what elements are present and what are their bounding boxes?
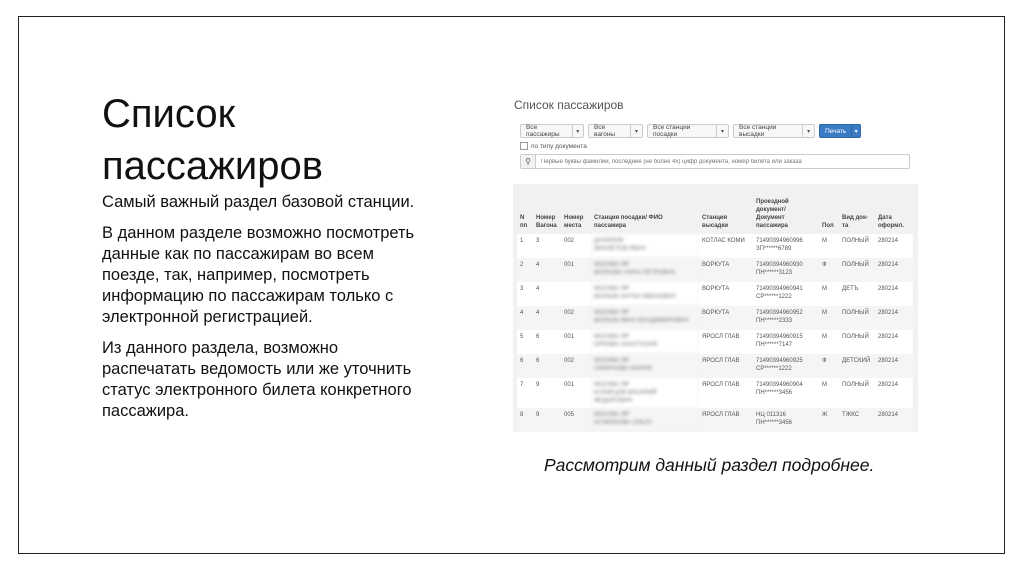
cars-filter-dropdown[interactable]	[588, 124, 643, 138]
passengers-filter-dropdown[interactable]	[520, 124, 584, 138]
table-row[interactable]	[517, 330, 913, 354]
seat-number: 001	[561, 330, 591, 354]
exit-station: ВОРКУТА	[699, 258, 753, 282]
paragraph-2: В данном разделе возможно посмотреть данные как по пассажирам во всем поезде, так, например, посмотреть информацию по пассажирам только с электронной регистрацией.	[102, 224, 415, 326]
column-header[interactable]: Пол	[822, 223, 834, 229]
sex: М	[819, 378, 839, 408]
passenger-document: ПН******3456	[756, 420, 793, 426]
row-number: 3	[517, 282, 533, 306]
sex: М	[819, 234, 839, 258]
passenger-name: СМИРНОВА МАРИЯ	[594, 366, 652, 372]
doc-type-label: по типу документа	[531, 142, 587, 150]
passenger-name: ВОЛКОВ АНТОН ИВАНОВИЧ	[594, 294, 676, 300]
boarding-station: МОСКВА ЯР	[594, 286, 630, 292]
passenger-list-screenshot	[513, 96, 918, 432]
table-row[interactable]	[517, 258, 913, 282]
passenger-name: АГАФОНОВА ОЛЬГА	[594, 420, 652, 426]
passenger-cell	[591, 408, 699, 432]
issue-date: 280214	[875, 306, 913, 330]
document-cell	[753, 306, 819, 330]
search-input[interactable]	[536, 158, 909, 166]
car-number: 6	[533, 354, 561, 378]
exit-station-filter-label: Все станции высадки	[739, 124, 777, 138]
seat-number: 005	[561, 408, 591, 432]
document-kind: ПОЛНЫЙ	[839, 378, 875, 408]
issue-date: 280214	[875, 408, 913, 432]
sex: Ф	[819, 354, 839, 378]
sex: М	[819, 306, 839, 330]
table-row[interactable]	[517, 354, 913, 378]
ticket-number: 71490394960930	[756, 262, 803, 268]
row-number: 1	[517, 234, 533, 258]
car-number: 4	[533, 306, 561, 330]
column-header[interactable]: Станция посадки/ ФИО пассажира	[594, 215, 663, 229]
column-header[interactable]: Дата оформл.	[878, 215, 905, 229]
paragraph-1: Самый важный раздел базовой станции.	[102, 193, 415, 211]
table-row[interactable]	[517, 234, 913, 258]
passenger-document: СР******1222	[756, 366, 792, 372]
row-number: 7	[517, 378, 533, 408]
exit-station-filter-dropdown[interactable]	[733, 124, 815, 138]
car-number: 6	[533, 330, 561, 354]
seat-number: 001	[561, 378, 591, 408]
document-cell	[753, 354, 819, 378]
table-header-row	[517, 190, 913, 234]
ticket-number: 71490394960915	[756, 334, 803, 340]
sex: Ф	[819, 258, 839, 282]
passenger-document: ЗП******6789	[756, 246, 792, 252]
passenger-cell	[591, 354, 699, 378]
ticket-number: 71490394960952	[756, 310, 803, 316]
passenger-document: ПН******3456	[756, 390, 793, 396]
document-kind: ДЕТЪ	[839, 282, 875, 306]
passenger-name: ВОЛКОВА АННА ПЕТРОВНА	[594, 270, 676, 276]
passenger-cell	[591, 306, 699, 330]
exit-station: ВОРКУТА	[699, 282, 753, 306]
table-row[interactable]	[517, 306, 913, 330]
car-number: 3	[533, 234, 561, 258]
issue-date: 280214	[875, 378, 913, 408]
document-kind: ТЖКС	[839, 408, 875, 432]
column-header[interactable]: Станция высадки	[702, 215, 729, 229]
cars-filter-label: Все вагоны	[594, 124, 616, 138]
doc-type-checkbox[interactable]	[520, 142, 528, 150]
car-number: 4	[533, 258, 561, 282]
passenger-cell	[591, 378, 699, 408]
document-kind: ПОЛНЫЙ	[839, 330, 875, 354]
document-cell	[753, 378, 819, 408]
chevron-down-icon: ▾	[716, 125, 728, 137]
car-number: 9	[533, 378, 561, 408]
boarding-station: МОСКВА ЯР	[594, 262, 630, 268]
ticket-number: 71490394960941	[756, 286, 803, 292]
car-number: 9	[533, 408, 561, 432]
issue-date: 280214	[875, 282, 913, 306]
seat-number: 001	[561, 258, 591, 282]
passenger-table	[517, 190, 913, 432]
ticket-number: НЦ 011316	[756, 412, 787, 418]
column-header[interactable]: Проездной документ/ Документ пассажира	[756, 199, 789, 229]
column-header[interactable]: Номер места	[564, 215, 584, 229]
boarding-station-filter-dropdown[interactable]	[647, 124, 729, 138]
boarding-station: ДАНИЛОВ	[594, 238, 624, 244]
paragraph-3: Из данного раздела, возможно распечатать ведомость или же уточнить статус электронного билета конкретного пассажира.	[102, 339, 412, 420]
passenger-cell	[591, 282, 699, 306]
passenger-document: ПН******7147	[756, 342, 793, 348]
row-number: 2	[517, 258, 533, 282]
document-cell	[753, 330, 819, 354]
table-row[interactable]	[517, 282, 913, 306]
exit-station: КОТЛАС КОМИ	[699, 234, 753, 258]
boarding-station: МОСКВА ЯР	[594, 412, 630, 418]
issue-date: 280214	[875, 258, 913, 282]
passenger-cell	[591, 330, 699, 354]
seat-number: 002	[561, 306, 591, 330]
table-row[interactable]	[517, 408, 913, 432]
screenshot-title: Список пассажиров	[514, 98, 624, 112]
document-cell	[753, 234, 819, 258]
issue-date: 280214	[875, 330, 913, 354]
chevron-down-icon: ▾	[851, 125, 860, 137]
chevron-down-icon: ▾	[630, 125, 642, 137]
passenger-cell	[591, 258, 699, 282]
row-number: 4	[517, 306, 533, 330]
passenger-document: ПН******3123	[756, 270, 793, 276]
seat-number: 002	[561, 354, 591, 378]
print-button-label: Печать	[825, 127, 847, 135]
exit-station: ЯРОСЛ ГЛАВ	[699, 408, 753, 432]
print-button[interactable]	[819, 124, 861, 138]
doc-type-toggle[interactable]	[520, 142, 587, 150]
sex: М	[819, 282, 839, 306]
boarding-station: МОСКВА ЯР	[594, 310, 630, 316]
search-box	[520, 154, 910, 169]
ticket-number: 71490394960996	[756, 238, 803, 244]
seat-number	[561, 282, 591, 306]
table-row[interactable]	[517, 378, 913, 408]
passenger-name: КУЗНЕЦОВ ВАСИЛИЙ ФЕДОРОВИЧ	[594, 390, 657, 404]
ticket-number: 71490394960925	[756, 358, 803, 364]
exit-station: ЯРОСЛ ГЛАВ	[699, 330, 753, 354]
row-number: 6	[517, 354, 533, 378]
issue-date: 280214	[875, 354, 913, 378]
document-cell	[753, 258, 819, 282]
document-cell	[753, 282, 819, 306]
issue-date: 280214	[875, 234, 913, 258]
row-number: 8	[517, 408, 533, 432]
boarding-station-filter-label: Все станции посадки	[653, 124, 691, 138]
passenger-table-panel	[513, 184, 918, 432]
document-kind: ПОЛНЫЙ	[839, 258, 875, 282]
exit-station: ВОРКУТА	[699, 306, 753, 330]
passenger-name: ВОЛКОВ ИВАН ВЛАДИМИРОВИЧ	[594, 318, 689, 324]
car-number: 4	[533, 282, 561, 306]
slide-title: Список пассажиров	[102, 92, 323, 188]
chevron-down-icon: ▾	[802, 125, 814, 137]
boarding-station: МОСКВА ЯР	[594, 358, 630, 364]
sex: М	[819, 330, 839, 354]
passenger-name: ОРЛОВА АНАСТАСИЯ	[594, 342, 658, 348]
slide-caption: Рассмотрим данный раздел подробнее.	[544, 455, 875, 475]
boarding-station: МОСКВА ЯР	[594, 334, 630, 340]
document-kind: ДЕТСКИЙ	[839, 354, 875, 378]
passengers-filter-label: Все пассажиры	[526, 124, 560, 138]
exit-station: ЯРОСЛ ГЛАВ	[699, 354, 753, 378]
seat-number: 002	[561, 234, 591, 258]
document-kind: ПОЛНЫЙ	[839, 306, 875, 330]
document-kind: ПОЛНЫЙ	[839, 234, 875, 258]
row-number: 5	[517, 330, 533, 354]
passenger-name: ФИОЛЕТОВ ИВАН	[594, 246, 646, 252]
chevron-down-icon: ▾	[572, 125, 583, 137]
document-cell	[753, 408, 819, 432]
passenger-cell	[591, 234, 699, 258]
slide-body	[102, 192, 432, 432]
passenger-document: ПН******2333	[756, 318, 793, 324]
boarding-station: МОСКВА ЯР	[594, 382, 630, 388]
filter-bar	[520, 124, 861, 138]
column-header[interactable]: Номер Вагона	[536, 215, 557, 229]
passenger-document: СР******1222	[756, 294, 792, 300]
column-header[interactable]: N пп	[520, 215, 528, 229]
column-header[interactable]: Вид док-та	[842, 215, 868, 229]
search-icon[interactable]: ⚲	[521, 155, 536, 168]
sex: Ж	[819, 408, 839, 432]
exit-station: ЯРОСЛ ГЛАВ	[699, 378, 753, 408]
ticket-number: 71490394960904	[756, 382, 803, 388]
